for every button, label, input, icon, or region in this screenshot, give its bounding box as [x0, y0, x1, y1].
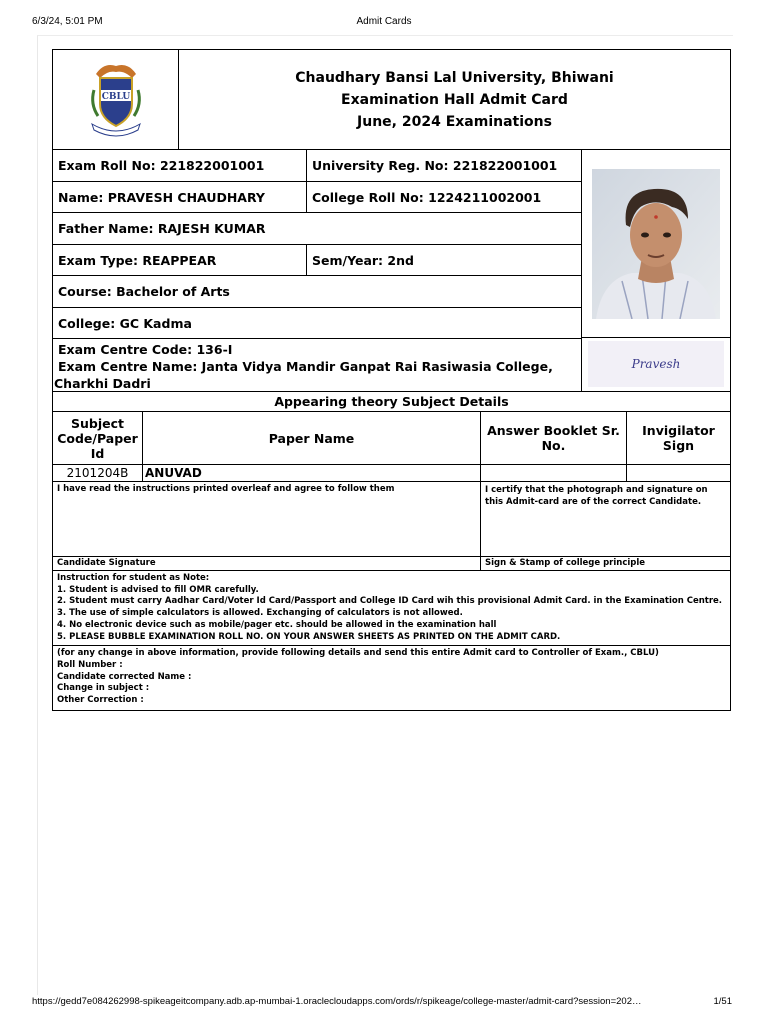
candidate-signature-image — [582, 338, 730, 390]
header-subject-code: Subject Code/Paper Id — [53, 412, 143, 464]
paper-name: ANUVAD — [143, 465, 481, 481]
print-footer — [32, 996, 748, 1010]
list-item: 1. Student is advised to fill OMR carefully. — [57, 584, 259, 595]
sem-year: Sem/Year: 2nd — [312, 252, 414, 268]
candidate-photo — [582, 150, 730, 338]
candidate-details — [53, 150, 582, 391]
header-paper-name: Paper Name — [143, 412, 481, 464]
candidate-info — [53, 150, 730, 392]
list-item: Change in subject : — [57, 683, 150, 694]
instructions — [53, 571, 730, 646]
exam-centre-code: Exam Centre Code: 136-I — [58, 342, 233, 357]
invigilator-sign — [627, 465, 730, 481]
university-reg-no: University Reg. No: 221822001001 — [312, 158, 558, 173]
exam-centre-name-cont: Charkhi Dadri — [54, 376, 151, 391]
candidate-signature-label: Candidate Signature — [53, 557, 481, 570]
exam-session: June, 2024 Examinations — [357, 113, 552, 130]
info-row — [53, 308, 581, 339]
info-row — [53, 182, 581, 213]
print-header — [32, 16, 736, 30]
info-row — [53, 150, 581, 182]
university-header — [53, 50, 730, 150]
principal-sign-label: Sign & Stamp of college principle — [485, 558, 646, 568]
signature-labels — [53, 557, 730, 571]
list-item: Roll Number : — [57, 659, 123, 670]
list-item: Other Correction : — [57, 695, 144, 706]
declaration-block — [53, 482, 730, 557]
print-date: 6/3/24, 5:01 PM — [32, 16, 103, 27]
table-row — [53, 465, 730, 482]
university-name: Chaudhary Bansi Lal University, Bhiwani — [295, 69, 614, 86]
candidate-photo-icon — [592, 169, 720, 319]
list-item: 2. Student must carry Aadhar Card/Voter Id Card/Passport and College ID Card wih this provisional Admit Card. in the Examination Centre. — [57, 596, 723, 607]
list-item: 3. The use of simple calculators is allowed. Exchanging of calculators is not allowed. — [57, 608, 463, 619]
info-row — [53, 276, 581, 308]
subject-code: 2101204B — [53, 465, 143, 481]
logo-text: CBLU — [101, 91, 130, 102]
father-name: Father Name: RAJESH KUMAR — [58, 221, 266, 236]
exam-centre-name: Exam Centre Name: Janta Vidya Mandir Ganpat Rai Rasiwasia College, — [58, 359, 553, 374]
candidate-declaration: I have read the instructions printed overleaf and agree to follow them — [53, 482, 481, 556]
candidate-media — [582, 150, 730, 391]
subject-details-title: Appearing theory Subject Details — [53, 392, 730, 412]
page-number: 1/51 — [713, 996, 732, 1007]
list-item: Candidate corrected Name : — [57, 671, 192, 682]
card-title: Examination Hall Admit Card — [341, 91, 568, 108]
exam-roll-no: Exam Roll No: 221822001001 — [53, 150, 307, 181]
exam-type: Exam Type: REAPPEAR — [53, 245, 307, 275]
list-item: 4. No electronic device such as mobile/pager etc. should be allowed in the examination hall — [57, 619, 497, 630]
print-url: https://gedd7e084262998-spikeageitcompany.adb.ap-mumbai-1.oraclecloudapps.com/ords/r/spikeage/college-master/admit-card?session=202… — [32, 996, 642, 1007]
college: College: GC Kadma — [58, 315, 192, 331]
instructions-heading: Instruction for student as Note: — [57, 573, 210, 583]
course: Course: Bachelor of Arts — [58, 284, 230, 299]
candidate-name: Name: PRAVESH CHAUDHARY — [53, 182, 307, 212]
principal-certification: I certify that the photograph and signature on this Admit-card are of the correct Candidate. — [485, 485, 708, 507]
college-roll-no: College Roll No: 1224211002001 — [312, 189, 542, 205]
subject-table-header — [53, 412, 730, 465]
change-request — [53, 646, 730, 710]
exam-centre — [53, 339, 581, 391]
admit-card — [52, 49, 731, 711]
print-title: Admit Cards — [356, 16, 412, 27]
header-invigilator-sign: Invigilator Sign — [642, 423, 715, 453]
signature-scribble: Pravesh — [631, 357, 681, 371]
info-row — [53, 245, 581, 276]
list-item: 5. PLEASE BUBBLE EXAMINATION ROLL NO. ON YOUR ANSWER SHEETS AS PRINTED ON THE ADMIT CARD. — [57, 631, 561, 642]
info-row — [53, 213, 581, 245]
change-request-note: (for any change in above information, provide following details and send this entire Admit card to Controller of Exam., CBLU) — [57, 648, 659, 659]
logo-cell — [53, 50, 179, 149]
university-logo-icon — [86, 60, 146, 140]
university-title-block — [179, 50, 730, 149]
booklet-no — [481, 465, 627, 481]
header-booklet-no: Answer Booklet Sr. No. — [481, 412, 627, 464]
